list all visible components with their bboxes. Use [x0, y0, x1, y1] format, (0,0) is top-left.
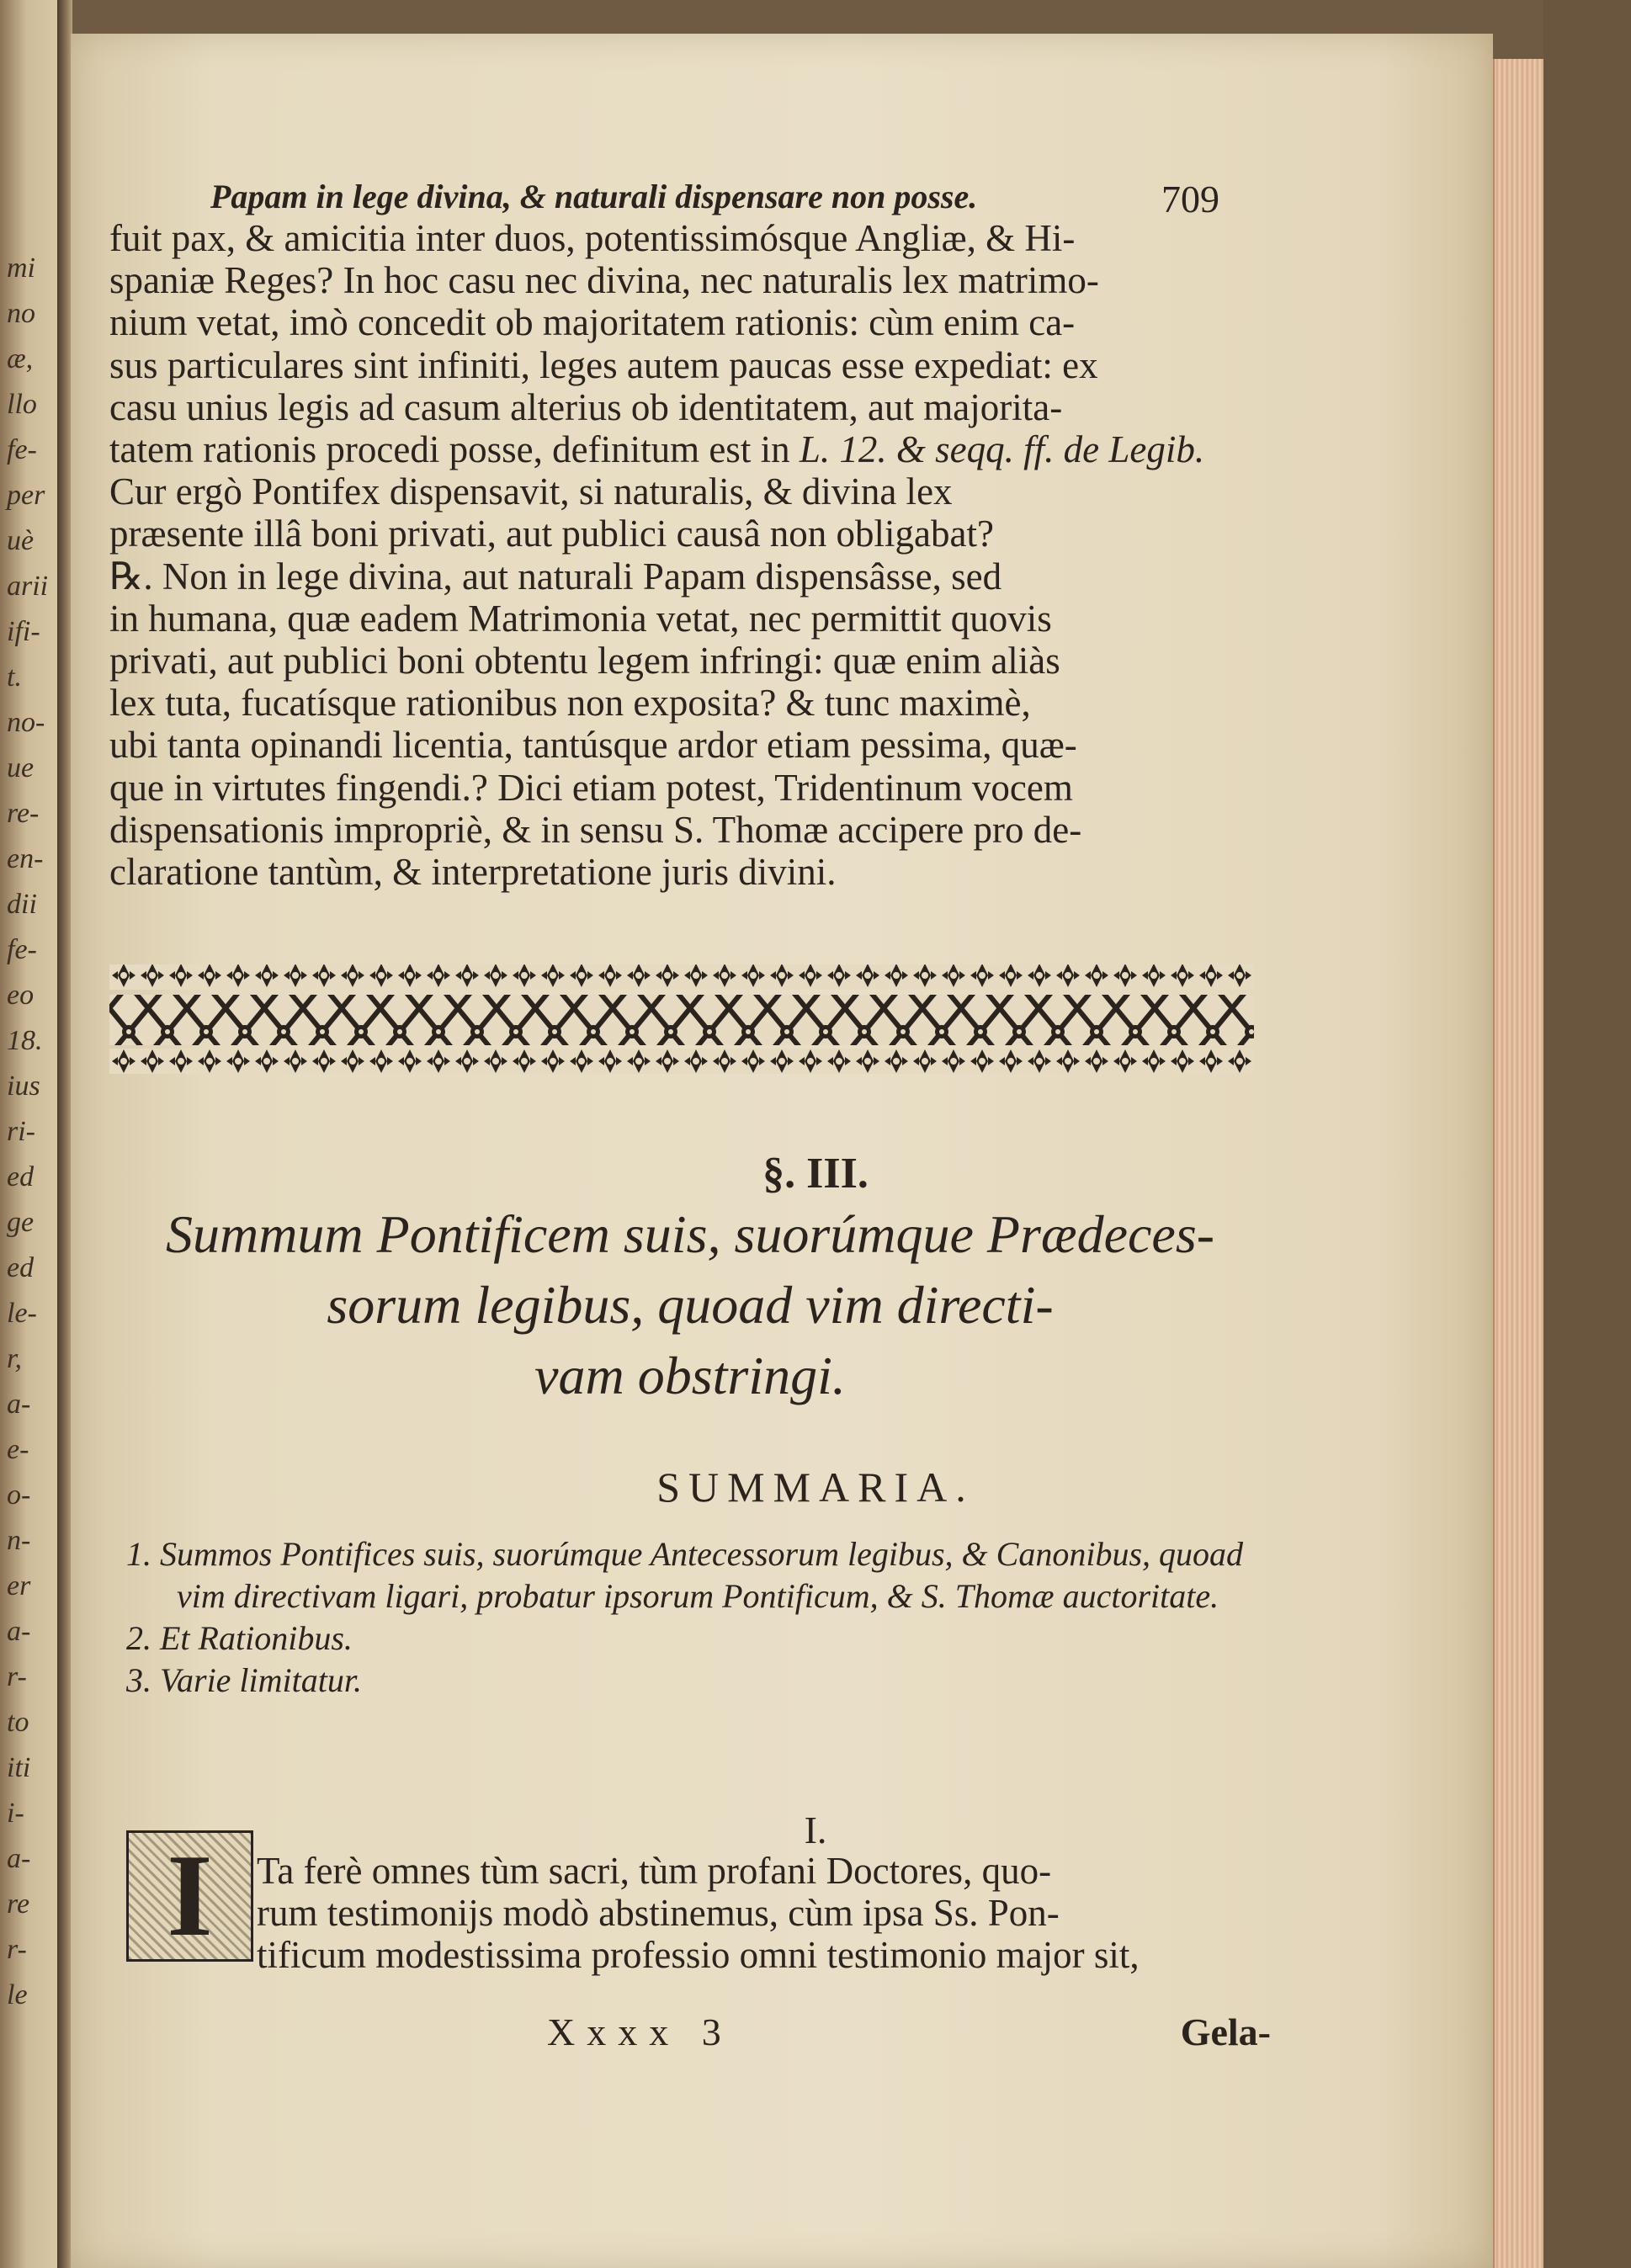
- body-line: in humana, quæ eadem Matrimonia vetat, nec permittit quovis: [109, 597, 1052, 640]
- paragraph-text: [257, 1850, 1267, 1976]
- facing-page-fragment: en-: [7, 843, 44, 874]
- legal-reference: L. 12. & seqq. ff. de Legib.: [799, 428, 1205, 471]
- body-line-text: tatem rationis procedi posse, definitum est in: [109, 428, 790, 471]
- facing-page-fragment: uè: [7, 525, 35, 556]
- background: [1543, 0, 1631, 2268]
- body-line: que in virtutes fingendi.? Dici etiam potest, Tridentinum vocem: [109, 766, 1073, 809]
- facing-page-fragment: le-: [7, 1298, 37, 1329]
- summary-item: 2. Et Rationibus.: [126, 1619, 353, 1657]
- facing-page-fragment: a-: [7, 1843, 31, 1874]
- facing-page-fragment: eo: [7, 980, 35, 1011]
- body-text: [109, 217, 1271, 893]
- body-line: fuit pax, & amicitia inter duos, potentissimósque Angliæ, & Hi-: [109, 217, 1076, 259]
- facing-page-fragment: r-: [7, 1934, 27, 1965]
- facing-page-fragment: fe-: [7, 934, 37, 965]
- facing-page-fragment: n-: [7, 1525, 31, 1556]
- facing-page-fragment: le: [7, 1979, 28, 2010]
- facing-page-fragment: no: [7, 298, 35, 329]
- body-line: dispensationis impropriè, & in sensu S. Thomæ accipere pro de-: [109, 808, 1082, 851]
- facing-page-fragment: i-: [7, 1798, 24, 1829]
- section-title-line: Summum Pontificem suis, suorúmque Prædeces-: [165, 1204, 1215, 1264]
- facing-page-fragment: ifi-: [7, 616, 40, 647]
- facing-page-fragment: dii: [7, 889, 37, 920]
- facing-page-fragment: ge: [7, 1207, 35, 1238]
- section-title-line: vam obstringi.: [534, 1346, 846, 1405]
- facing-page-fragment: mi: [7, 252, 35, 284]
- paragraph-line: Ta ferè omnes tùm sacri, tùm profani Doctores, quo-: [257, 1850, 1052, 1892]
- facing-page-fragment: æ,: [7, 343, 34, 374]
- running-title: Papam in lege divina, & naturali dispensare non posse.: [210, 178, 978, 215]
- body-line: præsente illâ boni privati, aut publici causâ non obligabat?: [109, 513, 994, 555]
- summary-item: 3. Varie limitatur.: [126, 1661, 363, 1699]
- facing-page-fragment: fe-: [7, 434, 37, 465]
- facing-page-edge: [0, 0, 59, 2268]
- signature-mark: Xxxx 3: [547, 2010, 733, 2053]
- facing-page-fragment: no-: [7, 707, 45, 738]
- facing-page-fragment: t.: [7, 661, 22, 693]
- page-number: 709: [1161, 178, 1219, 220]
- facing-page-fragment: r,: [7, 1343, 22, 1374]
- facing-page-fragment: ue: [7, 752, 35, 783]
- summaria-heading: SUMMARIA.: [656, 1463, 975, 1511]
- facing-page-fragment: re: [7, 1888, 30, 1920]
- paragraph-line: tificum modestissima professio omni testimonio major sit,: [257, 1934, 1140, 1976]
- facing-page-fragment: arii: [7, 571, 49, 602]
- facing-page-fragment: ius: [7, 1070, 40, 1102]
- facing-page-fragment: ri-: [7, 1116, 35, 1147]
- section-heading: §. III.: [762, 1150, 869, 1198]
- facing-page-fragment: e-: [7, 1434, 29, 1465]
- catchword: Gela-: [1180, 2010, 1271, 2053]
- body-line: ubi tanta opinandi licentia, tantúsque ardor etiam pessima, quæ-: [109, 724, 1077, 767]
- facing-page-fragment: llo: [7, 389, 37, 420]
- body-line: claratione tantùm, & interpretatione juris divini.: [109, 851, 837, 894]
- facing-page-fragment: r-: [7, 1661, 27, 1692]
- facing-page-fragment: a-: [7, 1616, 31, 1647]
- facing-page-fragment: ed: [7, 1161, 35, 1192]
- paragraph-number: I.: [804, 1809, 827, 1851]
- facing-page-fragment: re-: [7, 798, 40, 829]
- body-line: ℞. Non in lege divina, aut naturali Papam dispensâsse, sed: [109, 555, 1002, 598]
- printers-ornament-band: [109, 961, 1254, 1077]
- facing-page-fragment: to: [7, 1707, 29, 1738]
- body-line: sus particulares sint infiniti, leges autem paucas esse expediat: ex: [109, 343, 1098, 386]
- body-line: casu unius legis ad casum alterius ob identitatem, aut majorita-: [109, 385, 1063, 428]
- summary-list: [126, 1533, 1254, 1702]
- body-line: [109, 428, 1271, 470]
- decorated-initial: I: [126, 1830, 253, 1962]
- body-line: spaniæ Reges? In hoc casu nec divina, nec naturalis lex matrimo-: [109, 259, 1099, 302]
- body-line: nium vetat, imò concedit ob majoritatem rationis: cùm enim ca-: [109, 301, 1076, 344]
- facing-page-fragment: iti: [7, 1752, 31, 1783]
- summary-item: 1. Summos Pontifices suis, suorúmque Antecessorum legibus, & Canonibus, quoad vim directivam ligari, probatur ipsorum Pontificum, & S. Thomæ auctoritate.: [126, 1535, 1244, 1615]
- section-title-line: sorum legibus, quoad vim directi-: [327, 1275, 1054, 1335]
- paragraph-line: rum testimonijs modò abstinemus, cùm ipsa Ss. Pon-: [257, 1892, 1060, 1934]
- body-line: lex tuta, fucatísque rationibus non exposita? & tunc maximè,: [109, 682, 1031, 725]
- body-line: Cur ergò Pontifex dispensavit, si naturalis, & divina lex: [109, 470, 953, 513]
- facing-page-fragment: er: [7, 1570, 31, 1601]
- facing-page-fragment: ed: [7, 1252, 35, 1283]
- section-title: [126, 1199, 1254, 1411]
- facing-page-fragment: 18.: [7, 1025, 43, 1056]
- facing-page-fragment: o-: [7, 1479, 31, 1511]
- facing-page-fragment: a-: [7, 1389, 31, 1420]
- facing-page-fragment: per: [7, 480, 45, 511]
- body-line: privati, aut publici boni obtentu legem infringi: quæ enim aliàs: [109, 640, 1060, 683]
